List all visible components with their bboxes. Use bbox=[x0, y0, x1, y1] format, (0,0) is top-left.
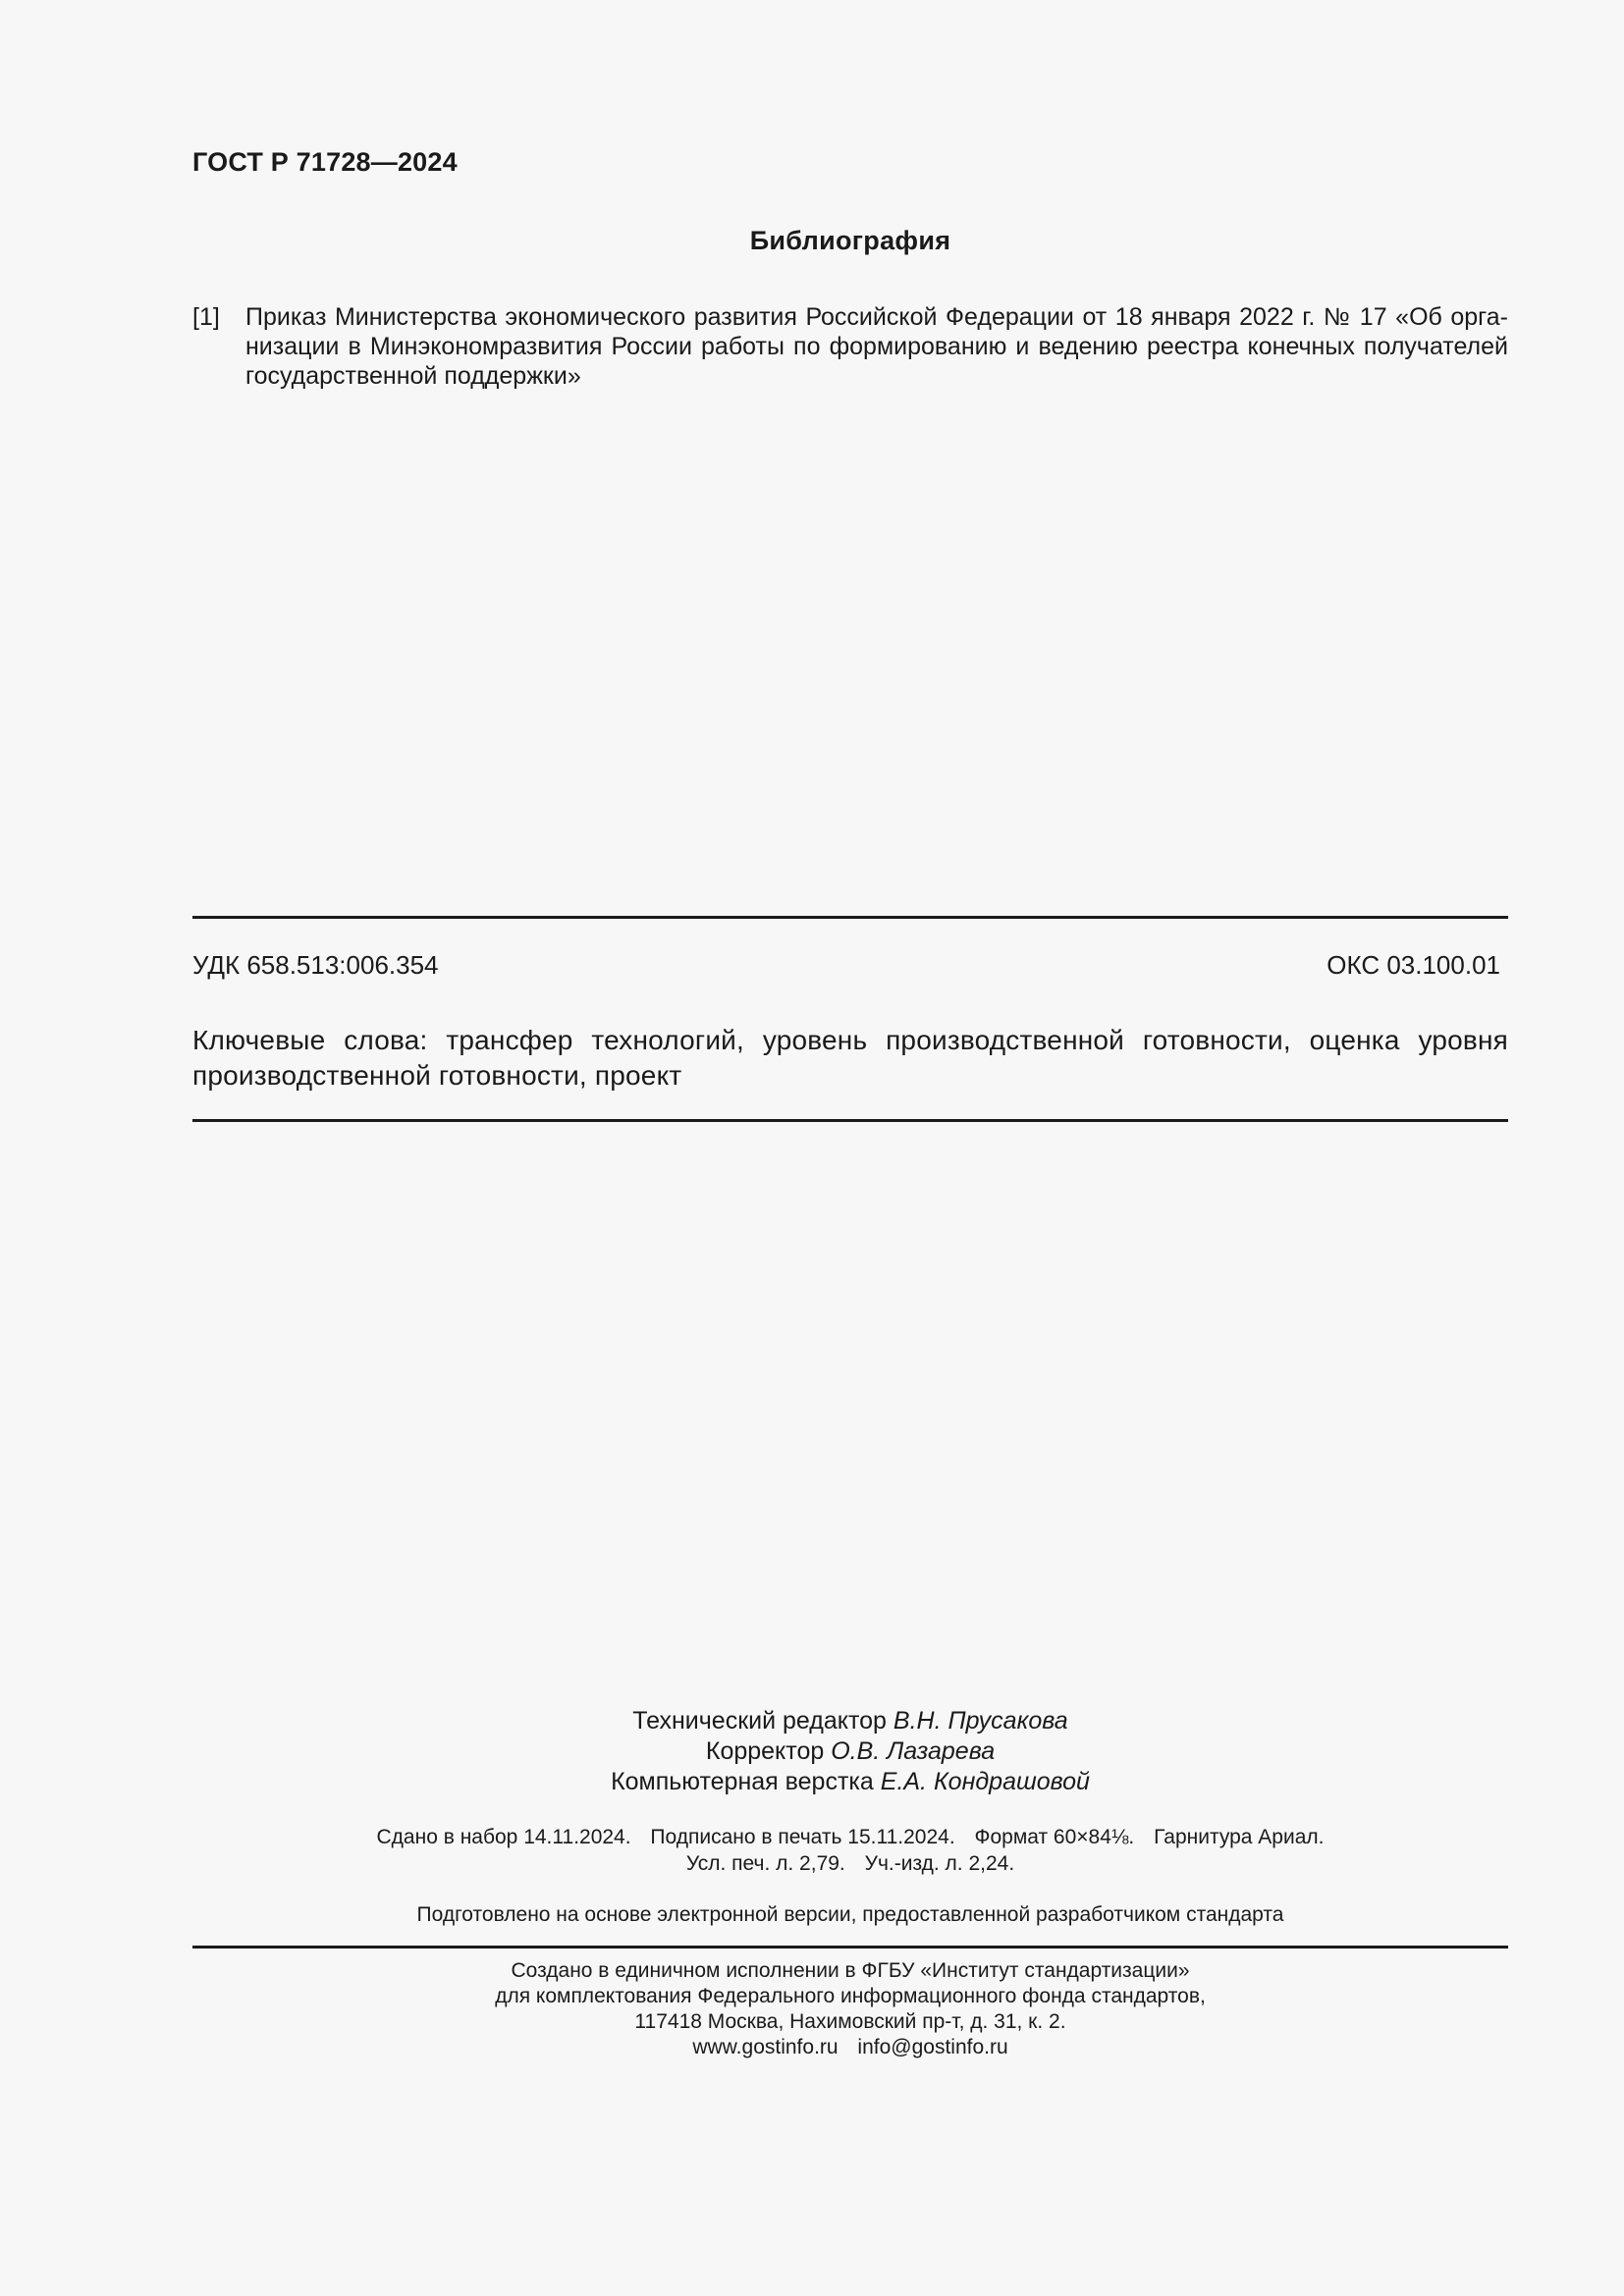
email-link[interactable]: info@gostinfo.ru bbox=[857, 2036, 1008, 2058]
bibliography-title: Библиография bbox=[749, 226, 951, 255]
signed-date: Подписано в печать 15.11.2024. bbox=[650, 1826, 955, 1848]
created-line-3: 117418 Москва, Нахимовский пр-т, д. 31, к. 2. bbox=[634, 2010, 1066, 2033]
keywords-divider bbox=[192, 1119, 1508, 1122]
created-line-1: Создано в единичном исполнении в ФГБУ «Институт стандартизации» bbox=[511, 1959, 1190, 1982]
udk-code: УДК 658.513:006.354 bbox=[192, 950, 439, 980]
tech-editor-name: В.Н. Прусакова bbox=[893, 1707, 1068, 1735]
paper-format: Формат 60×84⅛. bbox=[974, 1826, 1135, 1848]
tech-editor-line bbox=[192, 1706, 1508, 1736]
submitted-date: Сдано в набор 14.11.2024. bbox=[376, 1826, 631, 1848]
credits-block bbox=[192, 1706, 1508, 1797]
typeface: Гарнитура Ариал. bbox=[1154, 1826, 1325, 1848]
website-link[interactable]: www.gostinfo.ru bbox=[692, 2036, 839, 2058]
print-sheets: Усл. печ. л. 2,79. bbox=[685, 1852, 845, 1875]
footer-divider bbox=[192, 1946, 1508, 1949]
layout-line bbox=[192, 1767, 1508, 1797]
corrector-label: Корректор bbox=[705, 1737, 825, 1765]
document-page bbox=[192, 0, 1508, 2296]
prepared-note: Подготовлено на основе электронной версии, предоставленной разработчиком стандарта bbox=[416, 1903, 1284, 1926]
bibliography-entry-text: Приказ Министерства экономического развития Российской Федерации от 18 января 2022 г. № 17 «Об организации в Минэкономразвития России работы по формированию и ведению реестра конечных получателей государственной поддержки» bbox=[245, 303, 1508, 390]
top-divider bbox=[192, 916, 1508, 919]
layout-name: Е.А. Кондрашовой bbox=[880, 1768, 1090, 1795]
corrector-name: О.В. Лазарева bbox=[831, 1737, 996, 1765]
layout-label: Компьютерная верстка bbox=[611, 1768, 874, 1795]
contacts-line bbox=[192, 2035, 1508, 2060]
edition-sheets: Уч.-изд. л. 2,24. bbox=[864, 1852, 1015, 1875]
created-line-2: для комплектования Федерального информационного фонда стандартов, bbox=[495, 1985, 1206, 2007]
tech-editor-label: Технический редактор bbox=[632, 1707, 887, 1735]
corrector-line bbox=[192, 1736, 1508, 1767]
print-info bbox=[192, 1824, 1508, 1877]
print-info-line-1 bbox=[192, 1824, 1508, 1850]
keywords: Ключевые слова: трансфер технологий, уровень производственной готовности, оценка уровня производственной готовности, проект bbox=[192, 1025, 1508, 1091]
oks-code: ОКС 03.100.01 bbox=[1326, 950, 1500, 980]
created-block bbox=[192, 1958, 1508, 2060]
print-info-line-2 bbox=[192, 1850, 1508, 1877]
bibliography-entry bbox=[192, 302, 1508, 391]
bibliography-entry-number: [1] bbox=[192, 303, 220, 331]
document-code: ГОСТ Р 71728—2024 bbox=[192, 147, 458, 177]
